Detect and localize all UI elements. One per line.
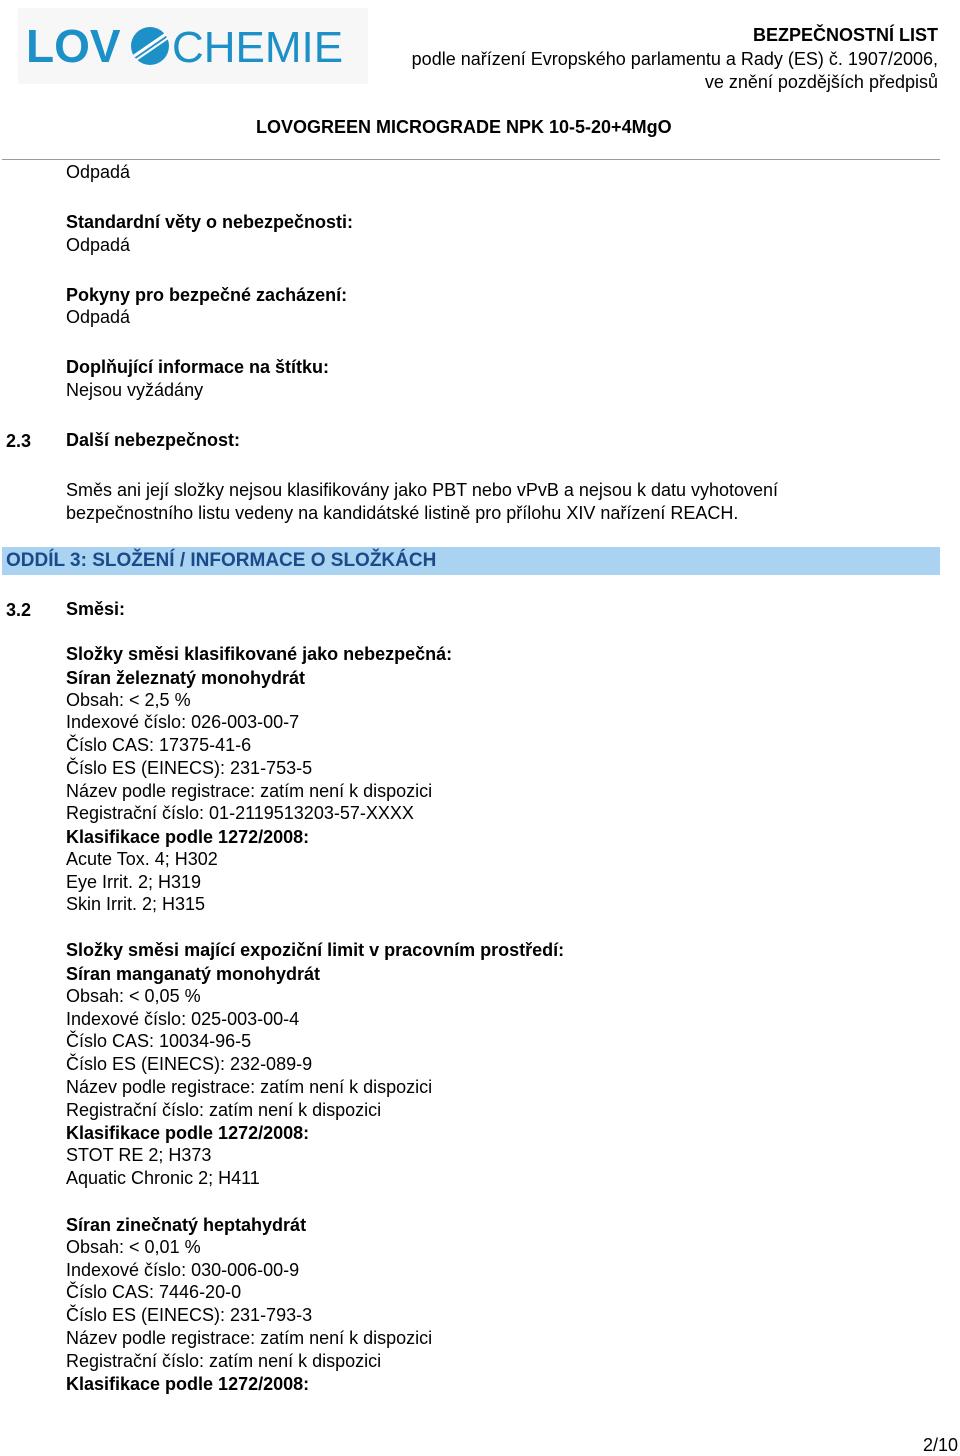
- mixtures-heading: Směsi:: [66, 599, 126, 619]
- component-index: Indexové číslo: 026-003-00-7: [66, 712, 300, 732]
- component-reg-name: Název podle registrace: zatím není k dispozici: [66, 781, 433, 801]
- other-hazards-text-1: Směs ani její složky nejsou klasifikovány jako PBT nebo vPvB a nejsou k datu vyhotovení: [66, 480, 779, 500]
- component-es: Číslo ES (EINECS): 232-089-9: [66, 1054, 313, 1074]
- standard-phrases-value: Odpadá: [66, 235, 131, 255]
- hazard-class: Skin Irrit. 2; H315: [66, 894, 206, 914]
- component-reg-number: Registrační číslo: zatím není k dispozici: [66, 1351, 382, 1371]
- other-hazards-heading: Další nebezpečnost:: [66, 430, 241, 450]
- other-hazards-text-2: bezpečnostního listu vedeny na kandidátské listině pro přílohu XIV nařízení REACH.: [66, 503, 739, 523]
- standard-phrases-heading: Standardní věty o nebezpečnosti:: [66, 212, 354, 232]
- component-es: Číslo ES (EINECS): 231-753-5: [66, 758, 313, 778]
- regulation-line: podle nařízení Evropského parlamentu a Rady (ES) č. 1907/2006,: [411, 49, 938, 69]
- precaution-heading: Pokyny pro bezpečné zacházení:: [66, 285, 348, 305]
- document-type-title: BEZPEČNOSTNÍ LIST: [752, 25, 938, 45]
- component-cas: Číslo CAS: 10034-96-5: [66, 1031, 252, 1051]
- svg-text:LOV: LOV: [26, 20, 121, 72]
- component-cas: Číslo CAS: 17375-41-6: [66, 735, 252, 755]
- component-index: Indexové číslo: 025-003-00-4: [66, 1009, 300, 1029]
- component-name: Síran železnatý monohydrát: [66, 668, 306, 688]
- section-number-2-3: 2.3: [6, 431, 32, 451]
- section-3-header: [2, 547, 940, 575]
- component-classification-heading: Klasifikace podle 1272/2008:: [66, 1374, 310, 1394]
- component-content: Obsah: < 0,01 %: [66, 1237, 201, 1257]
- component-content: Obsah: < 2,5 %: [66, 690, 191, 710]
- label-info-heading: Doplňující informace na štítku:: [66, 357, 330, 377]
- header-divider: [2, 159, 940, 160]
- svg-text:CHEMIE: CHEMIE: [172, 23, 344, 72]
- precaution-value: Odpadá: [66, 307, 131, 327]
- component-reg-name: Název podle registrace: zatím není k dispozici: [66, 1077, 433, 1097]
- component-name: Síran manganatý monohydrát: [66, 964, 321, 984]
- regulation-line-2: ve znění pozdějších předpisů: [704, 72, 938, 92]
- component-content: Obsah: < 0,05 %: [66, 986, 201, 1006]
- company-logo: [18, 8, 368, 84]
- hazard-class: Aquatic Chronic 2; H411: [66, 1168, 260, 1188]
- hazard-class: STOT RE 2; H373: [66, 1145, 212, 1165]
- component-classification-heading: Klasifikace podle 1272/2008:: [66, 1123, 310, 1143]
- hazard-class: Acute Tox. 4; H302: [66, 849, 218, 869]
- hazardous-components-heading: Složky směsi klasifikované jako nebezpečná:: [66, 644, 453, 664]
- component-reg-number: Registrační číslo: 01-2119513203-57-XXXX: [66, 803, 414, 823]
- page-number: 2/10: [922, 1435, 958, 1455]
- section-3-title: ODDÍL 3: SLOŽENÍ / INFORMACE O SLOŽKÁCH: [6, 550, 437, 571]
- odpada-text: Odpadá: [66, 162, 131, 182]
- label-info-value: Nejsou vyžádány: [66, 380, 204, 400]
- exposure-limit-heading: Složky směsi mající expoziční limit v pracovním prostředí:: [66, 940, 565, 960]
- component-reg-number: Registrační číslo: zatím není k dispozici: [66, 1100, 382, 1120]
- component-index: Indexové číslo: 030-006-00-9: [66, 1260, 300, 1280]
- product-name: LOVOGREEN MICROGRADE NPK 10-5-20+4MgO: [256, 117, 672, 137]
- component-reg-name: Název podle registrace: zatím není k dispozici: [66, 1328, 433, 1348]
- lovochemie-logo-icon: [26, 20, 356, 72]
- component-cas: Číslo CAS: 7446-20-0: [66, 1282, 242, 1302]
- hazard-class: Eye Irrit. 2; H319: [66, 872, 202, 892]
- section-number-3-2: 3.2: [6, 600, 32, 620]
- component-classification-heading: Klasifikace podle 1272/2008:: [66, 827, 310, 847]
- component-es: Číslo ES (EINECS): 231-793-3: [66, 1305, 313, 1325]
- component-name: Síran zinečnatý heptahydrát: [66, 1215, 307, 1235]
